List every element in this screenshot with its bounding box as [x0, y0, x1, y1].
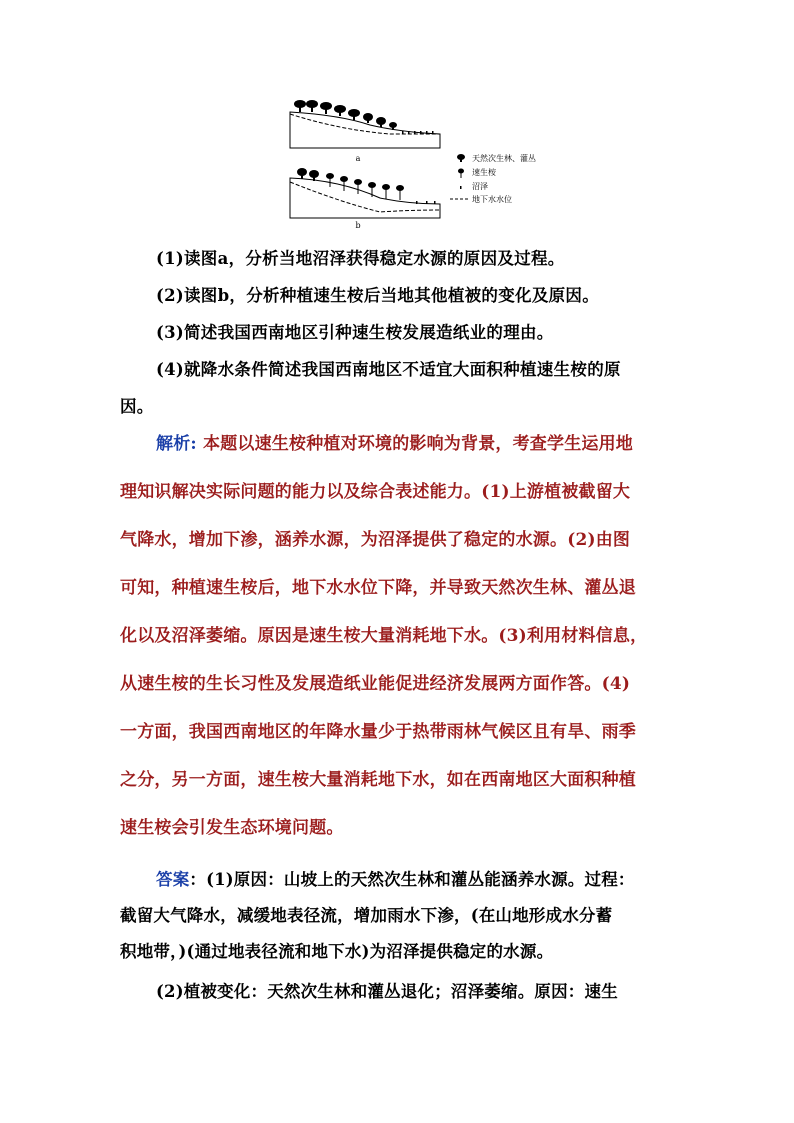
question-4-continued: 因。	[120, 397, 154, 416]
analysis	[120, 420, 680, 852]
legend-item-tree-shrub: 天然次生林、灌丛	[472, 154, 536, 163]
eucalyptus-icons-b	[326, 173, 404, 200]
analysis-line: 一方面，我国西南地区的年降水量少于热带雨林气候区且有旱、雨季	[120, 722, 636, 742]
answer-label: 答案	[156, 870, 190, 889]
diagram-b	[290, 168, 440, 230]
analysis-line: 可知，种植速生桉后，地下水水位下降，并导致天然次生林、灌丛退	[120, 578, 636, 598]
legend	[450, 153, 536, 204]
analysis-line: 化以及沼泽萎缩。原因是速生桉大量消耗地下水。(3)利用材料信息，	[120, 626, 648, 646]
analysis-line: 气降水，增加下渗，涵养水源，为沼泽提供了稳定的水源。(2)由图	[120, 530, 631, 550]
legend-item-marsh: 沼泽	[472, 182, 488, 191]
marsh-icon	[460, 186, 462, 189]
analysis-line: 之分，另一方面，速生桉大量消耗地下水，如在西南地区大面积种植	[120, 770, 636, 790]
groundwater-line-b	[290, 182, 440, 212]
analysis-line: 理知识解决实际问题的能力以及综合表述能力。(1)上游植被截留大	[120, 482, 631, 502]
legend-item-groundwater: 地下水水位	[472, 195, 512, 204]
figure	[280, 90, 550, 230]
answer-line: (2)植被变化：天然次生林和灌丛退化；沼泽萎缩。原因：速生	[156, 982, 618, 1001]
analysis-label: 解析:	[156, 434, 197, 454]
answer-line: 截留大气降水，减缓地表径流，增加雨水下渗，(在山地形成水分蓄	[120, 906, 613, 925]
diagram-a	[290, 100, 440, 163]
terrain-diagram	[280, 90, 550, 230]
tree-shrub-icons-a	[294, 100, 397, 130]
answer	[120, 862, 680, 1010]
question-1: (1)读图a，分析当地沼泽获得稳定水源的原因及过程。	[156, 249, 565, 268]
tree-shrub-icon	[457, 154, 465, 162]
question-4: (4)就降水条件简述我国西南地区不适宜大面积种植速生桉的原	[156, 360, 621, 379]
analysis-line: 本题以速生桉种植对环境的影响为背景，考查学生运用地	[196, 434, 634, 454]
analysis-line: 速生桉会引发生态环境问题。	[120, 818, 344, 838]
answer-line: ：(1)原因：山坡上的天然次生林和灌丛能涵养水源。过程：	[189, 870, 635, 889]
eucalyptus-icon	[458, 169, 464, 179]
label-a: a	[355, 154, 361, 163]
answer-line: 积地带，)(通过地表径流和地下水)为沼泽提供稳定的水源。	[120, 942, 554, 961]
legend-item-eucalyptus: 速生桉	[472, 168, 496, 177]
question-2: (2)读图b，分析种植速生桉后当地其他植被的变化及原因。	[156, 286, 600, 305]
question-3: (3)简述我国西南地区引种速生桉发展造纸业的理由。	[156, 323, 554, 342]
label-b: b	[355, 221, 361, 230]
analysis-line: 从速生桉的生长习性及发展造纸业能促进经济发展两方面作答。(4)	[120, 674, 631, 694]
